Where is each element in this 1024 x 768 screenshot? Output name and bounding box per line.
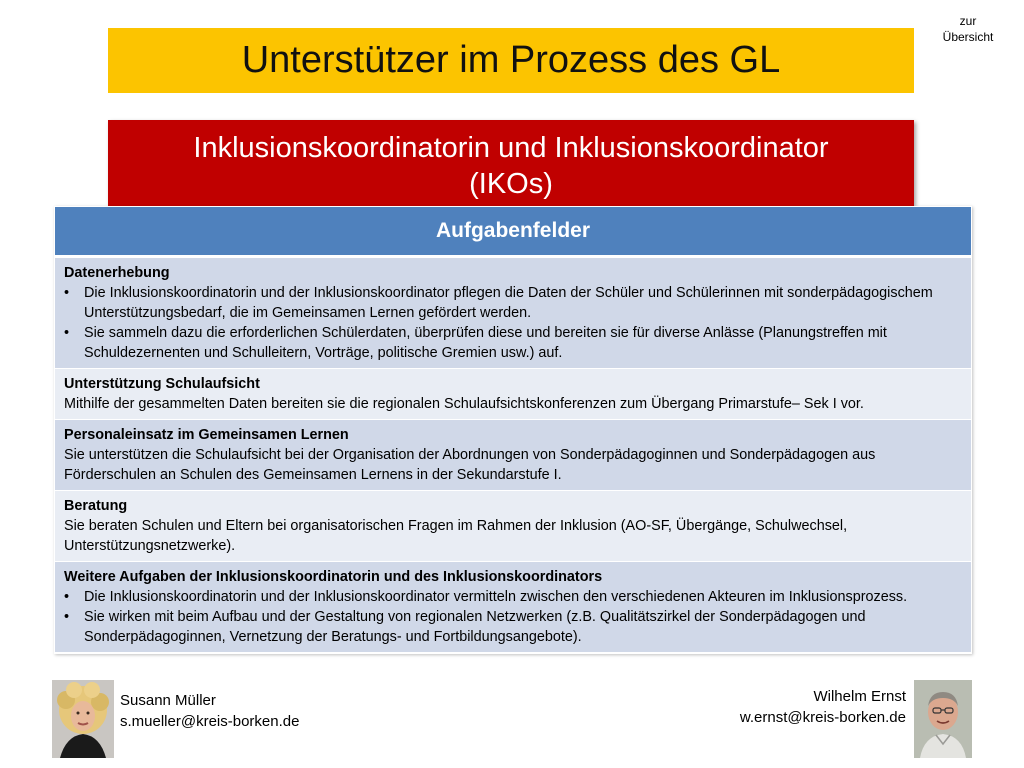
subtitle-line2: (IKOs) xyxy=(469,168,553,200)
overview-link[interactable] xyxy=(934,13,1002,45)
contact-left xyxy=(120,690,299,732)
contact-photo-left xyxy=(52,680,114,758)
bullet-list xyxy=(64,283,963,363)
title-bar xyxy=(108,28,914,93)
row-title: Unterstützung Schulaufsicht xyxy=(64,376,260,392)
contact-right xyxy=(740,686,906,728)
row-title: Datenerhebung xyxy=(64,265,170,281)
row-title: Beratung xyxy=(64,498,128,514)
contact-email[interactable]: w.ernst@kreis-borken.de xyxy=(739,709,906,726)
bullet-item: • Sie wirken mit beim Aufbau und der Gestaltung von regionalen Netzwerken (z.B. Qualitätszirkel der Sonderpädagogen und Sonderpädagoginnen, Vernetzung der Beratungs- und Fortbildungsangebote). xyxy=(64,607,963,647)
portrait-man-icon xyxy=(914,680,972,758)
table-row xyxy=(55,491,971,562)
table-row xyxy=(55,258,971,369)
contact-photo-right xyxy=(914,680,972,758)
table-row xyxy=(55,369,971,420)
bullet-item: • Die Inklusionskoordinatorin und der Inklusionskoordinator pflegen die Daten der Schüler und Schülerinnen mit sonderpädagogischem Unterstützungsbedarf, die im Gemeinsamen Lernen gefördert werden. xyxy=(64,283,963,323)
row-text: Mithilfe der gesammelten Daten bereiten sie die regionalen Schulaufsichtskonferenzen zum Übergang Primarstufe– Sek I vor. xyxy=(64,396,864,412)
row-title: Personaleinsatz im Gemeinsamen Lernen xyxy=(64,427,349,443)
contact-name: Wilhelm Ernst xyxy=(813,688,906,705)
row-title: Weitere Aufgaben der Inklusionskoordinatorin und des Inklusionskoordinators xyxy=(64,569,603,585)
bullet-list xyxy=(64,587,963,647)
overview-link-line1[interactable]: zur xyxy=(959,14,977,28)
table-row xyxy=(55,562,971,653)
row-text: Sie unterstützen die Schulaufsicht bei der Organisation der Abordnungen von Sonderpädagoginnen und Sonderpädagogen aus Förderschulen an Schulen des Gemeinsamen Lernens in der Sekundarstufe I. xyxy=(64,447,876,483)
page-title: Unterstützer im Prozess des GL xyxy=(241,39,781,81)
bullet-item: • Sie sammeln dazu die erforderlichen Schülerdaten, überprüfen diese und bereiten sie für diverse Anlässe (Planungstreffen mit Schuldezernenten und Schulleitern, Vorträge, politische Gremien usw.) auf. xyxy=(64,323,963,363)
bullet-item: • Die Inklusionskoordinatorin und der Inklusionskoordinator vermitteln zwischen den verschiedenen Akteuren im Inklusionsprozess. xyxy=(64,587,963,607)
table-row xyxy=(55,420,971,491)
overview-link-line2[interactable]: Übersicht xyxy=(942,30,994,44)
tasks-table xyxy=(54,206,972,654)
subtitle-box xyxy=(108,120,914,206)
contact-name: Susann Müller xyxy=(120,692,216,709)
portrait-woman-icon xyxy=(52,680,114,758)
row-text: Sie beraten Schulen und Eltern bei organisatorischen Fragen im Rahmen der Inklusion (AO-SF, Übergänge, Schulwechsel, Unterstützungsnetzwerke). xyxy=(64,518,848,554)
subtitle-line1: Inklusionskoordinatorin und Inklusionskoordinator xyxy=(193,132,829,164)
table-header: Aufgabenfelder xyxy=(55,207,971,258)
contact-email[interactable]: s.mueller@kreis-borken.de xyxy=(120,713,300,730)
